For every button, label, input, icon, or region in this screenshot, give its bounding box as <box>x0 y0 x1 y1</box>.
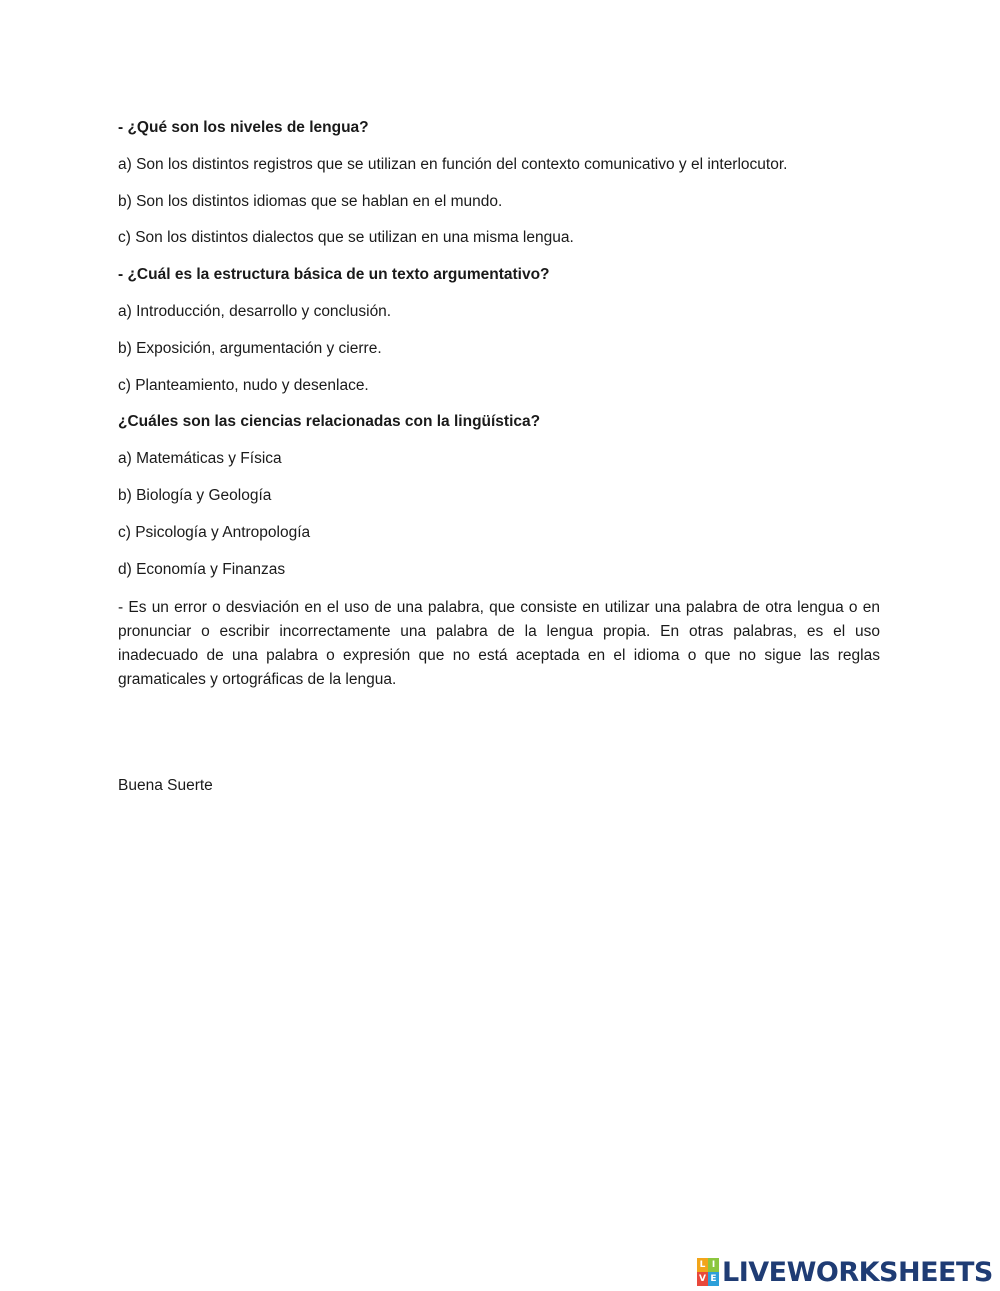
question-1-prompt: - ¿Qué son los niveles de lengua? <box>118 119 369 136</box>
question-3-option-d[interactable]: d) Economía y Finanzas <box>118 560 286 578</box>
question-3-option-c[interactable]: c) Psicología y Antropología <box>118 523 311 541</box>
question-2-option-b[interactable]: b) Exposición, argumentación y cierre. <box>118 339 382 357</box>
logo-icon-letter-l: L <box>697 1258 708 1272</box>
liveworksheets-logo <box>697 1256 993 1288</box>
question-3-option-a[interactable]: a) Matemáticas y Física <box>118 450 282 468</box>
question-2-option-c[interactable]: c) Planteamiento, nudo y desenlace. <box>118 376 369 394</box>
question-2-option-a[interactable]: a) Introducción, desarrollo y conclusión. <box>118 302 392 320</box>
question-1-option-a[interactable]: a) Son los distintos registros que se utilizan en función del contexto comunicativo y el interlocutor. <box>118 155 788 173</box>
logo-icon-letter-v: V <box>697 1272 708 1286</box>
liveworksheets-logo-icon <box>697 1258 719 1286</box>
logo-icon-letter-e: E <box>708 1272 719 1286</box>
question-2-prompt: - ¿Cuál es la estructura básica de un texto argumentativo? <box>118 266 550 284</box>
worksheet-content <box>118 118 880 692</box>
logo-text: LIVEWORKSHEETS <box>722 1256 993 1288</box>
question-1-option-b[interactable]: b) Son los distintos idiomas que se hablan en el mundo. <box>118 192 503 210</box>
logo-icon-letter-i: I <box>708 1258 719 1272</box>
question-1-option-c[interactable]: c) Son los distintos dialectos que se utilizan en una misma lengua. <box>118 229 574 247</box>
definition-paragraph: - Es un error o desviación en el uso de una palabra, que consiste en utilizar una palabra de otra lengua o en pronunciar o escribir incorrectamente una palabra de la lengua propia. En otras palabras, es el uso inadecuado de una palabra o expresión que no está aceptada en el idioma o que no sigue las reglas gramaticales y ortográficas de la lengua. <box>118 599 880 689</box>
closing-text: Buena Suerte <box>118 777 213 794</box>
question-3-option-b[interactable]: b) Biología y Geología <box>118 486 272 504</box>
question-3-prompt: ¿Cuáles son las ciencias relacionadas con la lingüística? <box>118 413 541 431</box>
